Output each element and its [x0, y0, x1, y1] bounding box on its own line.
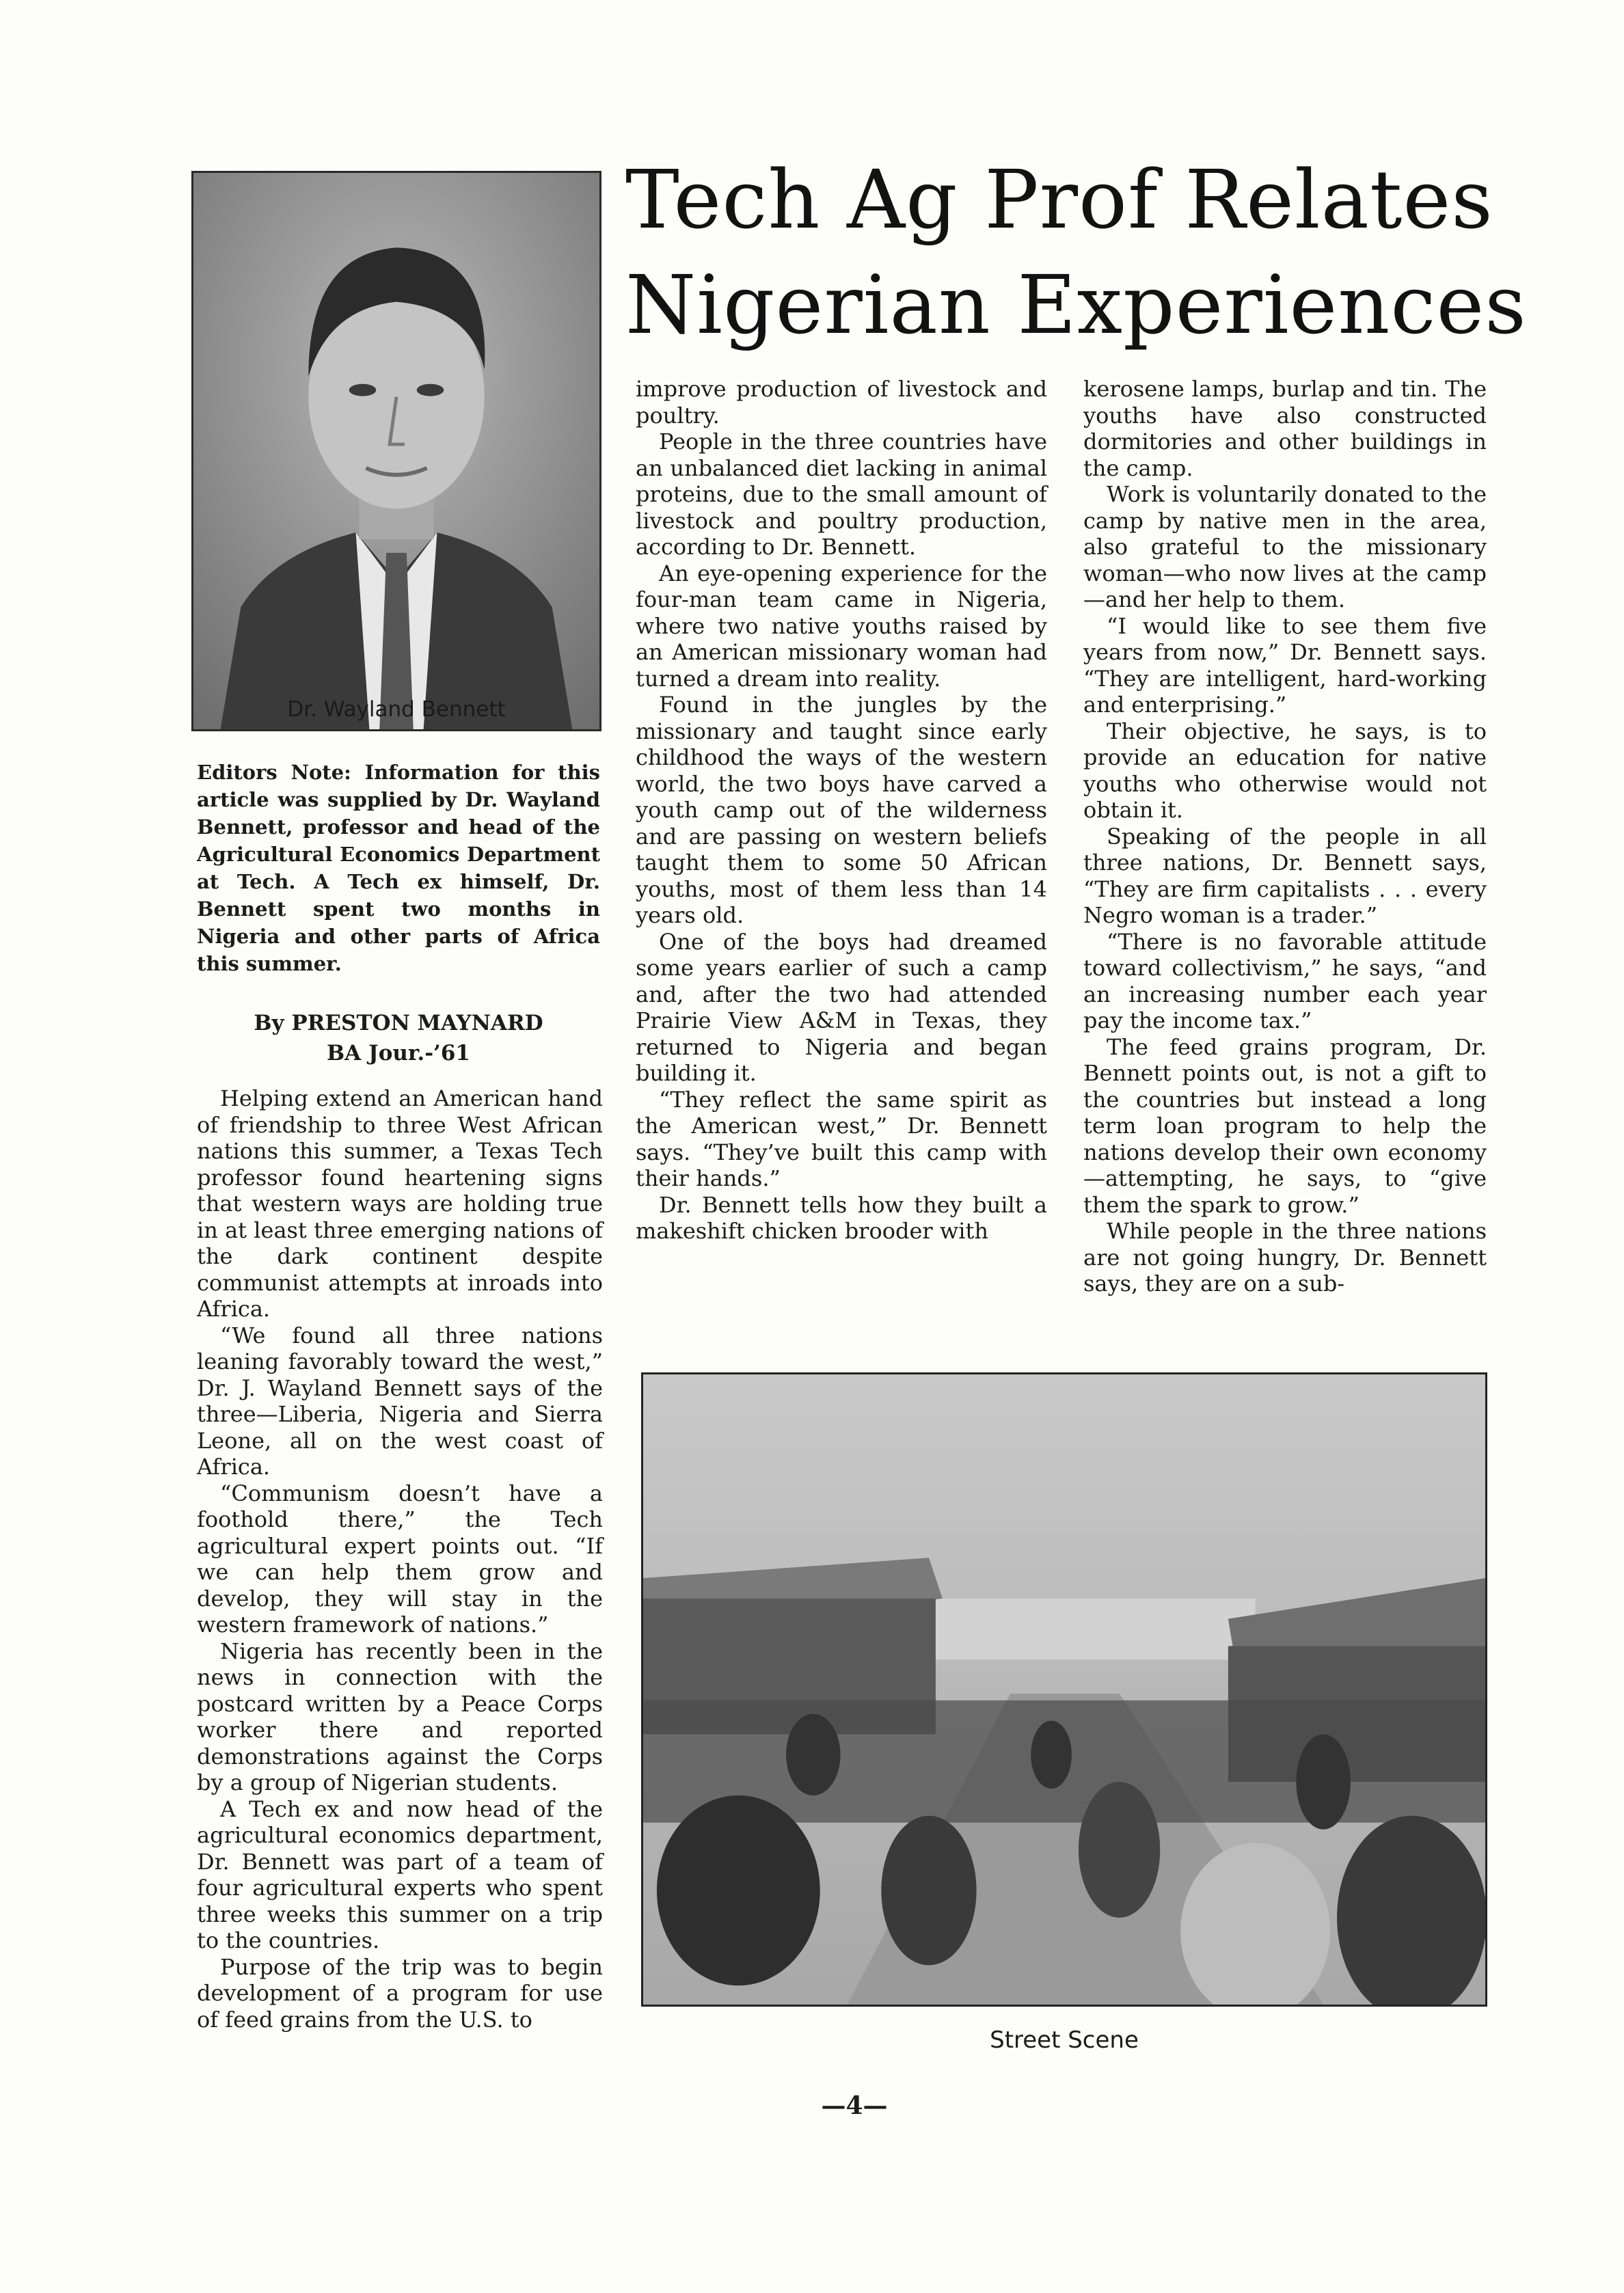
paragraph: An eye-opening experience for the four-man team came in Nigeria, where two native youths raised by an American missionary woman had turned a dream into reality. — [636, 560, 1047, 692]
paragraph: People in the three countries have an unbalanced diet lacking in animal proteins, due to the small amount of livestock and poultry production, according to Dr. Bennett. — [636, 429, 1047, 560]
paragraph: Helping extend an American hand of friendship to three West African nations this summer, a Texas Tech professor found heartening signs that western ways are holding true in at least three emerging nations of the dark continent despite communist attempts at inroads into Africa. — [197, 1085, 603, 1322]
paragraph: Their objective, he says, is to provide an education for native youths who otherwise would not obtain it. — [1083, 718, 1487, 823]
article-column-3 — [1083, 376, 1487, 1297]
portrait-caption: Dr. Wayland Bennett — [287, 697, 506, 722]
article-column-1 — [197, 1085, 603, 2033]
street-scene-caption: Street Scene — [990, 2026, 1139, 2054]
paragraph: Found in the jungles by the missionary and taught since early childhood the ways of the western world, the two boys have carved a youth camp out of the wilderness and are passing on western beliefs taught them to some 50 African youths, most of them less than 14 years old. — [636, 692, 1047, 928]
paragraph: One of the boys had dreamed some years earlier of such a camp and, after the two had attended Prairie View A&M in Texas, they returned to Nigeria and began building it. — [636, 928, 1047, 1086]
paragraph: While people in the three nations are not going hungry, Dr. Bennett says, they are on a sub- — [1083, 1218, 1487, 1297]
paragraph: “I would like to see them five years from now,” Dr. Bennett says. “They are intelligent, hard-working and enterprising.” — [1083, 612, 1487, 718]
headline-line-2: Nigerian Experiences — [625, 258, 1527, 352]
paragraph: Work is voluntarily donated to the camp by native men in the area, also grateful to the missionary woman—who now lives at the camp—and her help to them. — [1083, 481, 1487, 612]
paragraph: Nigeria has recently been in the news in connection with the postcard written by a Peace Corps worker there and reported demonstrations against the Corps by a group of Nigerian students. — [197, 1638, 603, 1795]
paragraph: “We found all three nations leaning favorably toward the west,” Dr. J. Wayland Bennett says of the three—Liberia, Nigeria and Sierra Leone, all on the west coast of Africa. — [197, 1322, 603, 1480]
paragraph: Purpose of the trip was to begin development of a program for use of feed grains from the U.S. to — [197, 1953, 603, 2033]
paragraph: Speaking of the people in all three nations, Dr. Bennett says, “They are firm capitalists . . . every Negro woman is a trader.” — [1083, 823, 1487, 928]
paragraph: Dr. Bennett tells how they built a makeshift chicken brooder with — [636, 1191, 1047, 1244]
paragraph: The feed grains program, Dr. Bennett points out, is not a gift to the countries but instead a long term loan program to help the nations develop their own economy—attempting, he says, to “give them the spark to grow.” — [1083, 1033, 1487, 1218]
paragraph: “There is no favorable attitude toward collectivism,” he says, “and an increasing number each year pay the income tax.” — [1083, 928, 1487, 1033]
byline — [197, 1008, 600, 1068]
paragraph: “They reflect the same spirit as the American west,” Dr. Bennett says. “They’ve built this camp with their hands.” — [636, 1086, 1047, 1191]
paragraph: kerosene lamps, burlap and tin. The youths have also constructed dormitories and other buildings in the camp. — [1083, 376, 1487, 481]
editors-note: Editors Note: Information for this article was supplied by Dr. Wayland Bennett, professor and head of the Agricultural Economics Department at Tech. A Tech ex himself, Dr. Bennett spent two months in Nigeria and other parts of Africa this summer. — [197, 761, 600, 975]
byline-author: By PRESTON MAYNARD — [254, 1011, 543, 1035]
page-number: —4— — [821, 2091, 888, 2120]
paragraph: “Communism doesn’t have a foothold there,” the Tech agricultural expert points out. “If we can help them grow and develop, they will stay in the western framework of nations.” — [197, 1480, 603, 1638]
article-column-2 — [636, 376, 1047, 1245]
portrait-photo — [191, 171, 601, 731]
paragraph: A Tech ex and now head of the agricultural economics department, Dr. Bennett was part of a team of four agricultural experts who spent three weeks this summer on a trip to the countries. — [197, 1795, 603, 1953]
article-headline — [625, 147, 1527, 357]
headline-line-1: Tech Ag Prof Relates — [625, 152, 1493, 247]
paragraph: improve production of livestock and poultry. — [636, 376, 1047, 429]
street-scene-photo — [641, 1372, 1487, 2007]
byline-credential: BA Jour.-’61 — [326, 1041, 470, 1066]
